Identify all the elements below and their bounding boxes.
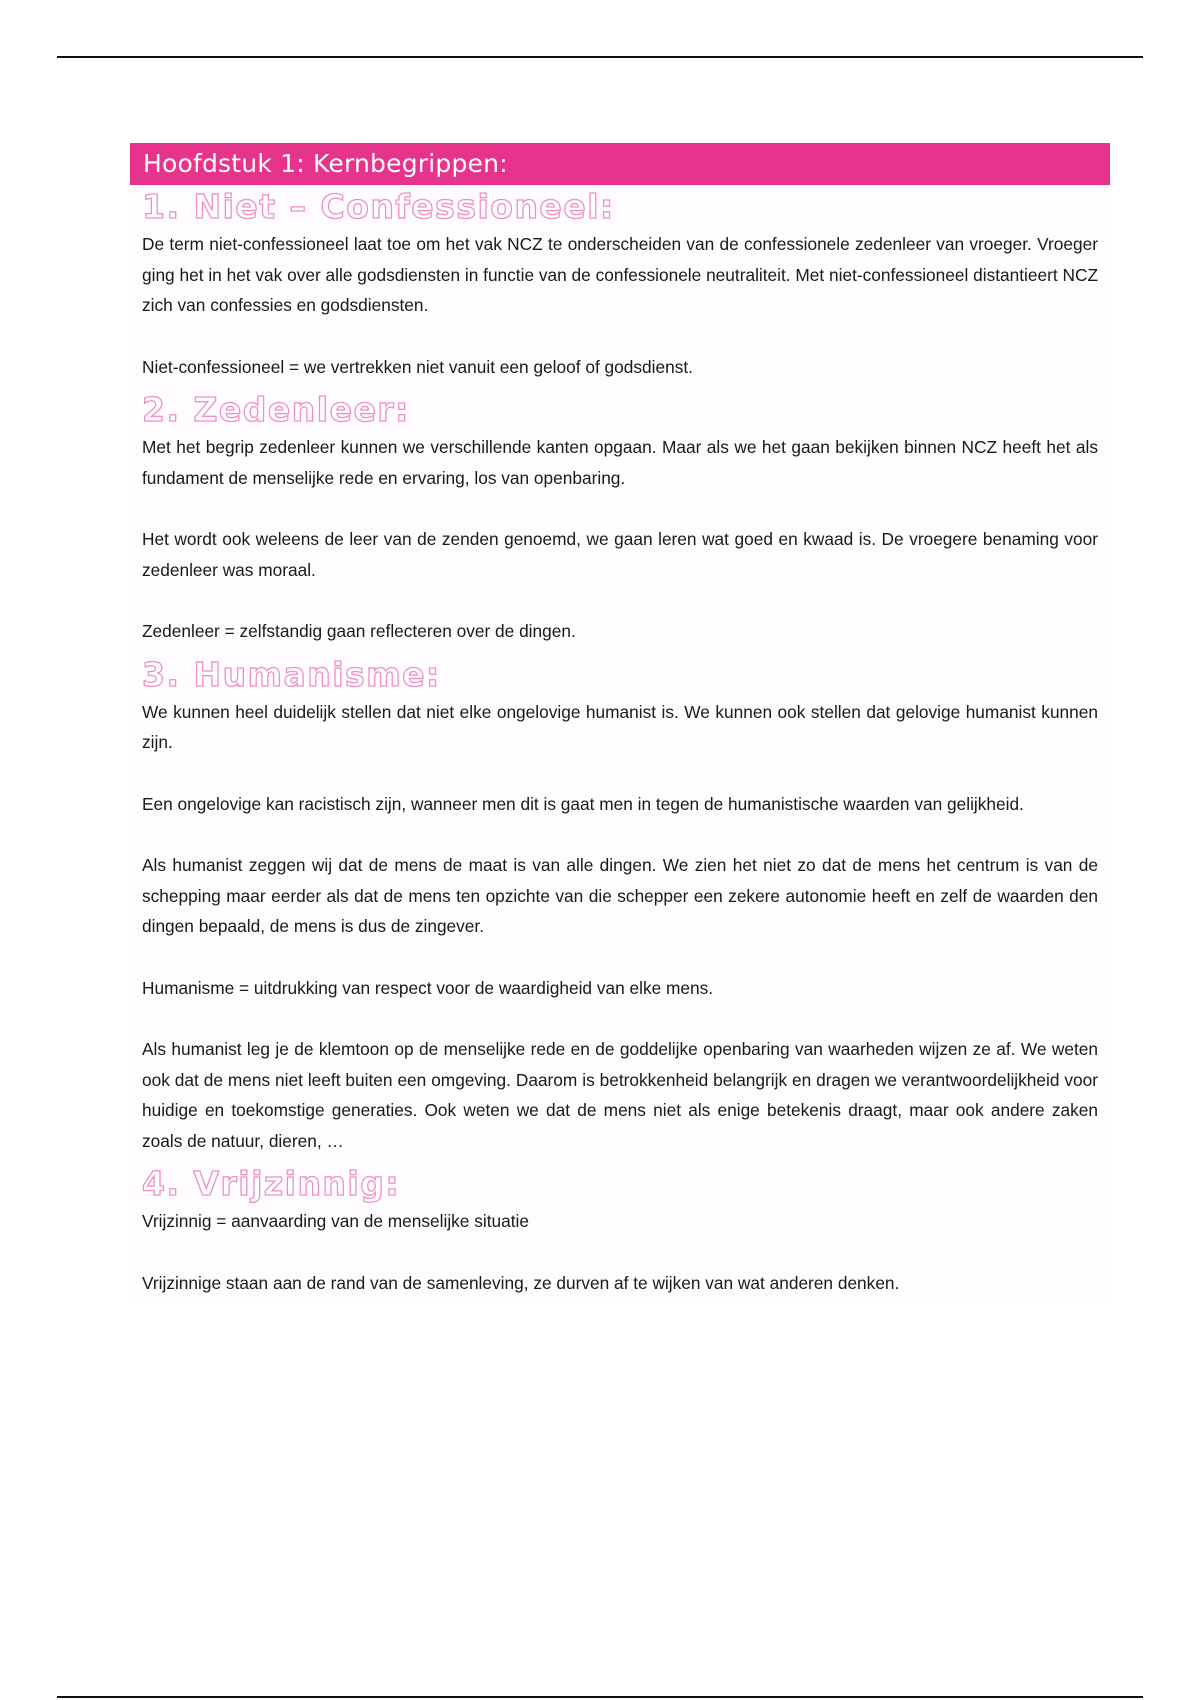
section-heading: 2. Zedenleer:: [142, 390, 410, 429]
paragraph: We kunnen heel duidelijk stellen dat niet elke ongelovige humanist is. We kunnen ook stellen dat gelovige humanist kunnen zijn.: [142, 701, 1098, 752]
document-body: [130, 185, 1110, 1298]
definition-paragraph: Zedenleer = zelfstandig gaan reflecteren over de dingen.: [142, 621, 576, 641]
paragraph: Met het begrip zedenleer kunnen we verschillende kanten opgaan. Maar als we het gaan bekijken binnen NCZ heeft het als fundament de menselijke rede en ervaring, los van openbaring.: [142, 437, 1098, 488]
section-humanisme: [142, 653, 1098, 1157]
document-content: [130, 143, 1110, 1304]
section-heading: 3. Humanisme:: [142, 654, 441, 694]
paragraph: Het wordt ook weleens de leer van de zenden genoemd, we gaan leren wat goed en kwaad is. De vroegere benaming voor zedenleer was moraal.: [142, 529, 1098, 580]
paragraph: Een ongelovige kan racistisch zijn, wanneer men dit is gaat men in tegen de humanistische waarden van gelijkheid.: [142, 793, 1024, 814]
section-heading: 4. Vrijzinnig:: [142, 1164, 401, 1203]
header-rule: [57, 56, 1143, 58]
section-niet-confessioneel: [142, 185, 1098, 382]
paragraph: Als humanist leg je de klemtoon op de menselijke rede en de goddelijke openbaring van waarheden wijzen ze af. We weten ook dat de mens niet leeft buiten een omgeving. Daarom is betrokkenheid belangrijk en dragen we verantwoordelijkheid voor huidige en toekomstige generaties. Ook weten we dat de mens niet als enige betekenis draagt, maar ook andere zaken zoals de natuur, dieren, …: [142, 1039, 1098, 1151]
paragraph: Vrijzinnige staan aan de rand van de samenleving, ze durven af te wijken van wat anderen denken.: [142, 1272, 900, 1293]
footer-rule: [57, 1696, 1143, 1698]
chapter-title: Hoofdstuk 1: Kernbegrippen:: [130, 143, 1110, 185]
paragraph: De term niet-confessioneel laat toe om het vak NCZ te onderscheiden van de confessionele zedenleer van vroeger. Vroeger ging het in het vak over alle godsdiensten in functie van de confessionele neutraliteit. Met niet-confessioneel distantieert NCZ zich van confessies en godsdiensten.: [142, 234, 1098, 315]
section-zedenleer: [142, 388, 1098, 647]
definition-paragraph: Niet-confessioneel = we vertrekken niet vanuit een geloof of godsdienst.: [142, 356, 693, 377]
paragraph: Als humanist zeggen wij dat de mens de maat is van alle dingen. We zien het niet zo dat de mens het centrum is van de schepping maar eerder als dat de mens ten opzichte van die schepper een zekere autonomie heeft en zelf de waarden den dingen bepaald, de mens is dus de zingever.: [142, 855, 1098, 936]
section-heading: 1. Niet – Confessioneel:: [142, 187, 615, 226]
definition-paragraph: Humanisme = uitdrukking van respect voor de waardigheid van elke mens.: [142, 977, 714, 998]
section-vrijzinnig: [142, 1162, 1098, 1298]
definition-paragraph: Vrijzinnig = aanvaarding van de menselijke situatie: [142, 1211, 529, 1231]
